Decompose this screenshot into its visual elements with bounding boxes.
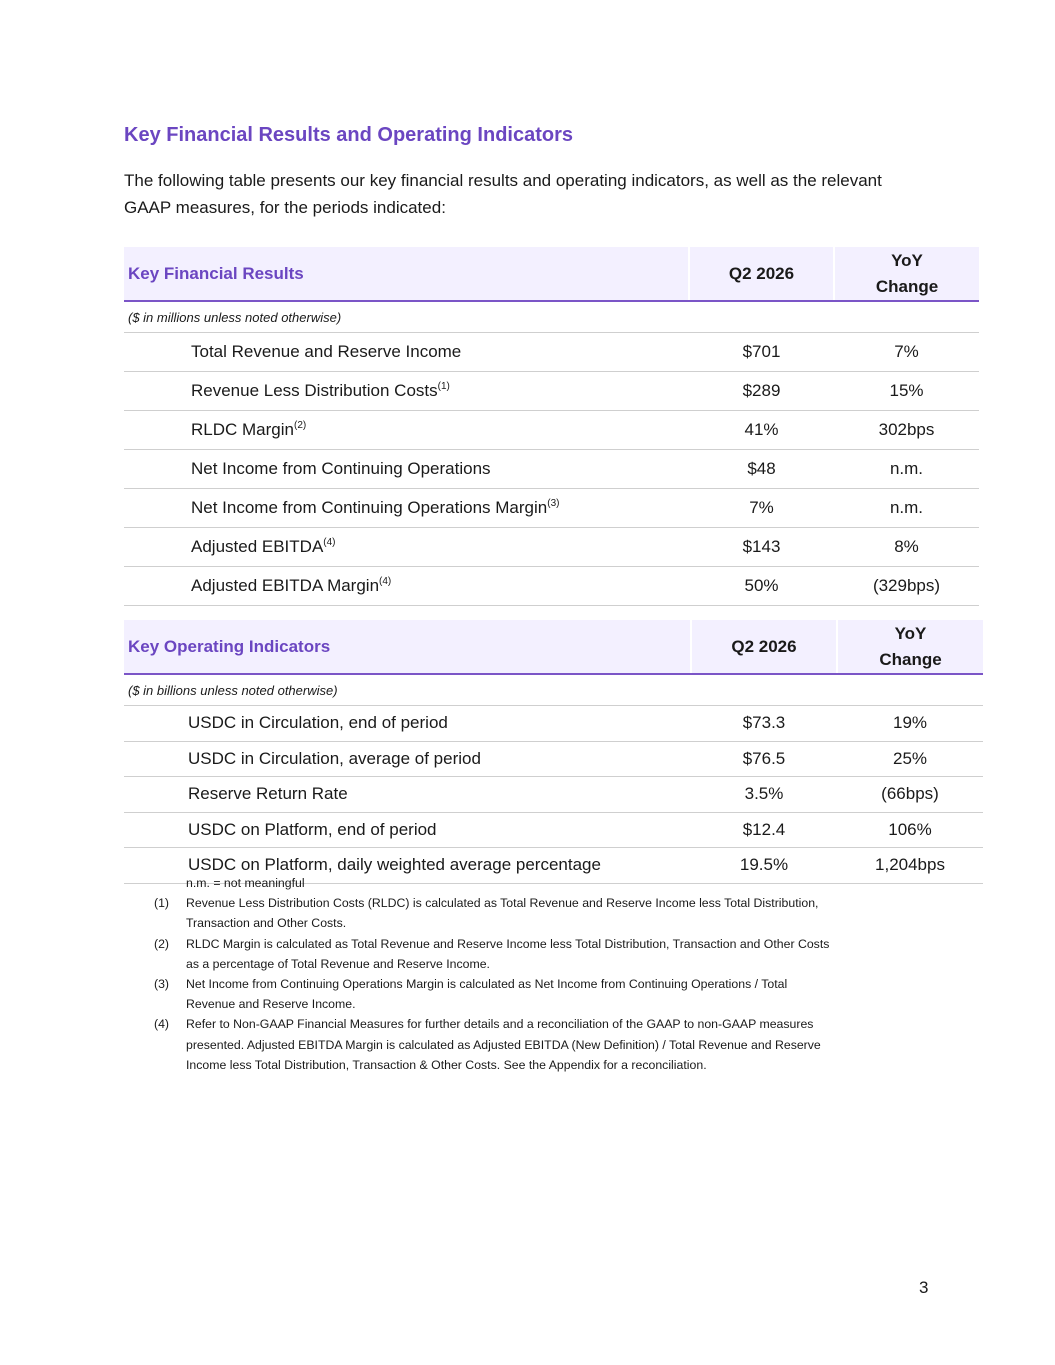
table-header-change-line2: Change: [879, 649, 942, 669]
row-label: [124, 741, 691, 777]
row-change: 8%: [834, 528, 979, 567]
row-change: 302bps: [834, 411, 979, 450]
row-change: 15%: [834, 372, 979, 411]
row-label-text: USDC in Circulation, average of period: [188, 748, 481, 768]
financial-table-body: [124, 333, 979, 606]
row-label: [124, 411, 689, 450]
table-units-row: [124, 301, 979, 333]
table-row: [124, 333, 979, 372]
table-header-label: Key Financial Results: [124, 247, 689, 301]
footnote-item: [154, 1014, 834, 1075]
row-label: [124, 812, 691, 848]
footnote-text: Revenue Less Distribution Costs (RLDC) is calculated as Total Revenue and Reserve Income less Total Distribution, Transaction and Other Costs.: [186, 896, 819, 931]
row-value: 7%: [689, 489, 834, 528]
table-header-period: Q2 2026: [691, 620, 837, 674]
footnotes: [154, 873, 834, 1075]
table-row: [124, 411, 979, 450]
row-label: [124, 489, 689, 528]
table-row: [124, 450, 979, 489]
table-units-row: [124, 674, 983, 706]
table-header-change-line1: YoY: [891, 250, 923, 270]
row-change: (329bps): [834, 567, 979, 606]
footnote-marker: (1): [154, 896, 170, 911]
footnote-ref: (3): [547, 498, 560, 509]
table-header-row: [124, 247, 979, 301]
row-value: $73.3: [691, 706, 837, 742]
table-row: [124, 777, 983, 813]
footnote-item: [154, 934, 834, 974]
row-label-text: RLDC Margin: [191, 420, 294, 439]
row-change: 19%: [837, 706, 983, 742]
row-label-text: Net Income from Continuing Operations Margin: [191, 498, 548, 517]
page-number: 3: [919, 1278, 929, 1297]
row-label-text: Revenue Less Distribution Costs: [191, 381, 438, 400]
row-value: $76.5: [691, 741, 837, 777]
table-header-change: [834, 247, 979, 301]
footnote-nm: n.m. = not meaningful: [186, 876, 305, 890]
row-value: 19.5%: [691, 848, 837, 884]
footnote-ref: (2): [293, 420, 307, 431]
table-units-note: ($ in millions unless noted otherwise): [124, 301, 979, 333]
row-label-text: USDC in Circulation, end of period: [188, 713, 448, 733]
row-label: [124, 333, 689, 372]
row-value: $289: [689, 372, 834, 411]
footnote-text: Refer to Non-GAAP Financial Measures for further details and a reconciliation of the GAAP to non-GAAP measures presented. Adjusted EBITDA Margin is calculated as Adjusted EBITDA (New Definition) / Total Revenue and Reserve Income less Total Distribution, Transaction & Other Costs. See the Appendix for a reconciliation.: [186, 1017, 821, 1072]
row-label: [124, 450, 689, 489]
row-label-text: USDC on Platform, daily weighted average percentage: [188, 855, 601, 875]
row-label: [124, 567, 689, 606]
intro-paragraph: The following table presents our key financial results and operating indicators, as well as the relevant GAAP measures, for the periods indicated:: [124, 171, 882, 217]
table-row: [124, 567, 979, 606]
row-change: (66bps): [837, 777, 983, 813]
table-row: [124, 741, 983, 777]
table-header-period: Q2 2026: [689, 247, 834, 301]
row-label: [124, 706, 691, 742]
table-header-change-line2: Change: [875, 276, 939, 296]
footnote-list: [154, 893, 834, 1075]
row-label-text: Adjusted EBITDA: [191, 537, 324, 556]
section-title: Key Financial Results and Operating Indicators: [124, 124, 573, 146]
key-operating-indicators-table: [124, 620, 983, 884]
footnote-text: Net Income from Continuing Operations Margin is calculated as Net Income from Continuing Operations / Total Revenue and Reserve Income.: [186, 977, 788, 1012]
row-label: [124, 372, 689, 411]
table-header-row: [124, 620, 983, 674]
row-label-text: Reserve Return Rate: [188, 784, 348, 804]
operating-table-body: [124, 706, 983, 884]
row-label: [124, 528, 689, 567]
row-change: 106%: [837, 812, 983, 848]
key-financial-results-table: [124, 247, 979, 606]
row-label-text: Adjusted EBITDA Margin: [191, 576, 380, 595]
row-change: 25%: [837, 741, 983, 777]
footnote-marker: (3): [154, 977, 170, 992]
table-row: [124, 528, 979, 567]
row-value: $143: [689, 528, 834, 567]
footnote-marker: (4): [154, 1017, 170, 1032]
table-header-label: Key Operating Indicators: [124, 620, 691, 674]
footnote-item: [154, 893, 834, 933]
footnote-ref: (1): [437, 381, 450, 392]
row-value: $701: [689, 333, 834, 372]
table-row: [124, 489, 979, 528]
row-value: $12.4: [691, 812, 837, 848]
row-label-text: Net Income from Continuing Operations: [191, 459, 491, 478]
row-change: 1,204bps: [837, 848, 983, 884]
footnote-ref: (4): [323, 537, 336, 548]
footnote-text: RLDC Margin is calculated as Total Revenue and Reserve Income less Total Distribution, Transaction and Other Costs as a percentage of Total Revenue and Reserve Income.: [186, 936, 830, 971]
table-row: [124, 372, 979, 411]
row-value: $48: [689, 450, 834, 489]
row-label-text: Total Revenue and Reserve Income: [191, 342, 462, 361]
row-change: n.m.: [834, 450, 979, 489]
table-row: [124, 706, 983, 742]
row-value: 41%: [689, 411, 834, 450]
row-label-text: USDC on Platform, end of period: [188, 819, 437, 839]
row-label: [124, 777, 691, 813]
table-units-note: ($ in billions unless noted otherwise): [124, 674, 983, 706]
table-header-change-line1: YoY: [894, 623, 927, 643]
table-header-change: [837, 620, 983, 674]
row-value: 3.5%: [691, 777, 837, 813]
row-change: 7%: [834, 333, 979, 372]
table-row: [124, 812, 983, 848]
footnote-marker: (2): [154, 936, 170, 951]
footnote-ref: (4): [379, 576, 392, 587]
row-value: 50%: [689, 567, 834, 606]
footnote-item: [154, 974, 834, 1014]
row-change: n.m.: [834, 489, 979, 528]
